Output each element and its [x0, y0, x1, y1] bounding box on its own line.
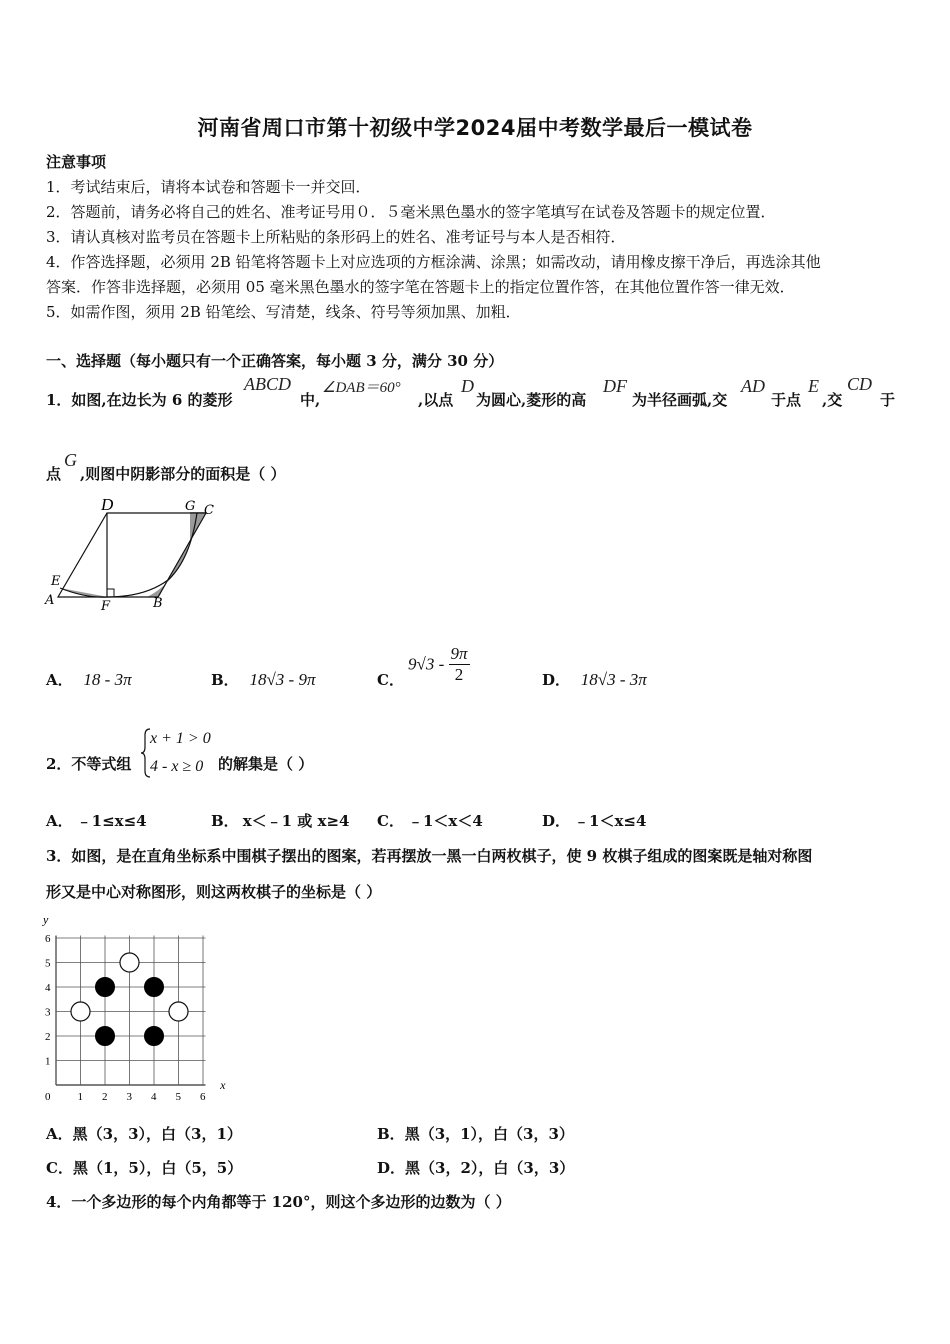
q1-text-9: 点: [46, 465, 62, 483]
right-angle-mark: [107, 589, 114, 597]
x-tick-label: 6: [200, 1091, 206, 1103]
notice-item-3: 3．请认真核对监考员在答题卡上所粘贴的条形码上的姓名、准考证号与本人是否相符．: [46, 228, 626, 246]
q1-text-7: ,交: [822, 391, 843, 409]
x-axis-label: x: [220, 1078, 226, 1092]
q1-option-c-numerator: 9π: [450, 644, 468, 663]
q1-math-ad: AD: [741, 376, 765, 396]
label-d: D: [101, 495, 114, 514]
x-tick-label: 3: [126, 1091, 132, 1103]
q1-text-1: 1．如图,在边长为 6 的菱形: [46, 391, 233, 409]
white-stone: [120, 953, 139, 972]
q1-option-d-text: 18√3 - 3π: [580, 670, 647, 689]
q1-math-angle: ∠DAB＝60°: [322, 380, 401, 396]
y-tick-label: 2: [45, 1031, 51, 1043]
q2-option-b[interactable]: [211, 811, 349, 831]
q2-text-1: 2．不等式组: [46, 755, 132, 773]
q2-option-a[interactable]: [46, 811, 147, 831]
y-tick-label: 5: [45, 957, 51, 970]
rhombus-figure: [40, 495, 230, 615]
q1-option-b-letter: B．: [211, 671, 239, 689]
q2-option-d-letter: D．: [542, 812, 571, 830]
go-board-figure: [40, 905, 230, 1103]
q1-option-a-letter: A．: [46, 671, 73, 689]
q2-system-line-1: x + 1 > 0: [150, 730, 211, 747]
q3-option-b-letter: B．: [377, 1125, 405, 1143]
arc-eg: [60, 513, 197, 597]
q1-text-4: 为圆心,菱形的高: [476, 391, 587, 409]
q3-option-a-text: 黑（3，3），白（3，1）: [72, 1125, 242, 1143]
q2-option-b-text: x＜﹣1 或 x≥4: [242, 812, 350, 830]
q3-option-b-text: 黑（3，1），白（3，3）: [404, 1125, 574, 1143]
label-g: G: [185, 499, 196, 514]
y-tick-label: 6: [45, 933, 51, 945]
x-tick-label: 2: [102, 1091, 108, 1103]
notice-item-4-cont: 答案．作答非选择题，必须用 05 毫米黑色墨水的签字笔在答题卡上的指定位置作答，在其他位置作答一律无效．: [46, 278, 795, 296]
y-axis-label: y: [43, 912, 49, 927]
q2-option-a-letter: A．: [46, 812, 73, 830]
q1-option-c-letter: C．: [377, 671, 404, 689]
q2-option-c[interactable]: [377, 811, 483, 831]
q2-system-line-2: 4 - x ≥ 0: [150, 758, 204, 775]
black-stone: [96, 1027, 115, 1046]
x-tick-label: 1: [77, 1091, 83, 1103]
q2-option-d-text: ﹣1＜x≤4: [574, 812, 647, 830]
notice-item-1: 1．考试结束后，请将本试卷和答题卡一并交回．: [46, 178, 371, 196]
q3-option-d[interactable]: [377, 1158, 574, 1178]
q1-option-a[interactable]: [46, 670, 132, 690]
notice-heading: 注意事项: [46, 153, 107, 171]
notice-item-4: 4．作答选择题，必须用 2B 铅笔将答题卡上对应选项的方框涂满、涂黑；如需改动，请用橡皮擦干净后，再选涂其他: [46, 253, 821, 271]
q3-option-d-letter: D．: [377, 1159, 406, 1177]
q4-text: 4．一个多边形的每个内角都等于 120°，则这个多边形的边数为（ ）: [46, 1193, 511, 1211]
white-stone: [71, 1002, 90, 1021]
q3-option-a-letter: A．: [46, 1125, 73, 1143]
q3-text-1: 3．如图，是在直角坐标系中围棋子摆出的图案，若再摆放一黑一白两枚棋子，使 9 枚棋子组成的图案既是轴对称图: [46, 847, 813, 865]
notice-item-2: 2．答题前，请务必将自己的姓名、准考证号用０．５毫米黑色墨水的签字笔填写在试卷及答题卡的规定位置．: [46, 203, 776, 221]
q1-option-c-text: 9√3 -: [408, 654, 449, 674]
q3-option-c-letter: C．: [46, 1159, 73, 1177]
q3-text-2: 形又是中心对称图形，则这两枚棋子的坐标是（ ）: [46, 883, 382, 901]
q2-option-b-letter: B．: [211, 812, 239, 830]
label-a: A: [45, 593, 55, 608]
q2-text-2: 的解集是（ ）: [218, 755, 314, 773]
x-tick-label: 4: [151, 1091, 157, 1103]
q3-option-c[interactable]: [46, 1158, 242, 1178]
section-heading: 一、选择题（每小题只有一个正确答案，每小题 3 分，满分 30 分）: [46, 352, 504, 370]
q1-option-c-fraction: [449, 644, 470, 685]
black-stone: [145, 1027, 164, 1046]
q1-math-g: G: [64, 450, 77, 470]
q1-option-d[interactable]: [542, 670, 647, 690]
black-stone: [145, 978, 164, 997]
q1-math-d: D: [461, 376, 474, 396]
q1-option-b-text: 18√3 - 9π: [249, 670, 316, 689]
q1-math-abcd: ABCD: [244, 374, 291, 394]
q1-text-8: 于: [880, 391, 896, 409]
q1-text-3: ,以点: [418, 391, 454, 409]
y-tick-label: 1: [45, 1055, 51, 1068]
page-title: 河南省周口市第十初级中学2024届中考数学最后一模试卷: [197, 116, 753, 140]
q3-option-c-text: 黑（1，5），白（5，5）: [72, 1159, 243, 1177]
shaded-region-right: [147, 512, 206, 597]
q3-option-b[interactable]: [377, 1124, 574, 1144]
label-c: C: [204, 503, 214, 518]
label-b: B: [153, 596, 163, 611]
q1-math-e: E: [808, 376, 819, 396]
label-e: E: [51, 574, 61, 589]
q2-option-d[interactable]: [542, 811, 646, 831]
y-tick-label: 4: [45, 982, 51, 994]
q1-option-a-text: 18 - 3π: [83, 670, 132, 689]
x-tick-label: 0: [45, 1091, 51, 1103]
q2-option-c-letter: C．: [377, 812, 404, 830]
x-tick-label: 5: [175, 1091, 181, 1103]
black-stone: [96, 978, 115, 997]
q1-text-6: 于点: [771, 391, 802, 409]
q1-math-cd: CD: [847, 374, 873, 394]
q3-option-a[interactable]: [46, 1124, 242, 1144]
q1-option-c-expr: [408, 644, 470, 685]
y-tick-label: 3: [45, 1006, 51, 1019]
q1-option-c[interactable]: [377, 670, 404, 690]
q1-option-b[interactable]: [211, 670, 315, 690]
q1-option-d-letter: D．: [542, 671, 571, 689]
q1-option-c-denominator: 2: [454, 665, 464, 684]
white-stone: [169, 1002, 188, 1021]
q1-math-df: DF: [603, 376, 627, 396]
label-f: F: [101, 599, 111, 614]
q1-text-5: 为半径画弧,交: [632, 391, 728, 409]
q2-option-c-text: ﹣1＜x＜4: [407, 812, 483, 830]
q1-text-2: 中,: [300, 391, 321, 409]
q3-option-d-text: 黑（3，2），白（3，3）: [405, 1159, 575, 1177]
notice-item-5: 5．如需作图，须用 2B 铅笔绘、写清楚，线条、符号等须加黑、加粗．: [46, 303, 521, 321]
q2-option-a-text: ﹣1≤x≤4: [76, 812, 147, 830]
q1-text-10: ,则图中阴影部分的面积是（ ）: [80, 465, 286, 483]
